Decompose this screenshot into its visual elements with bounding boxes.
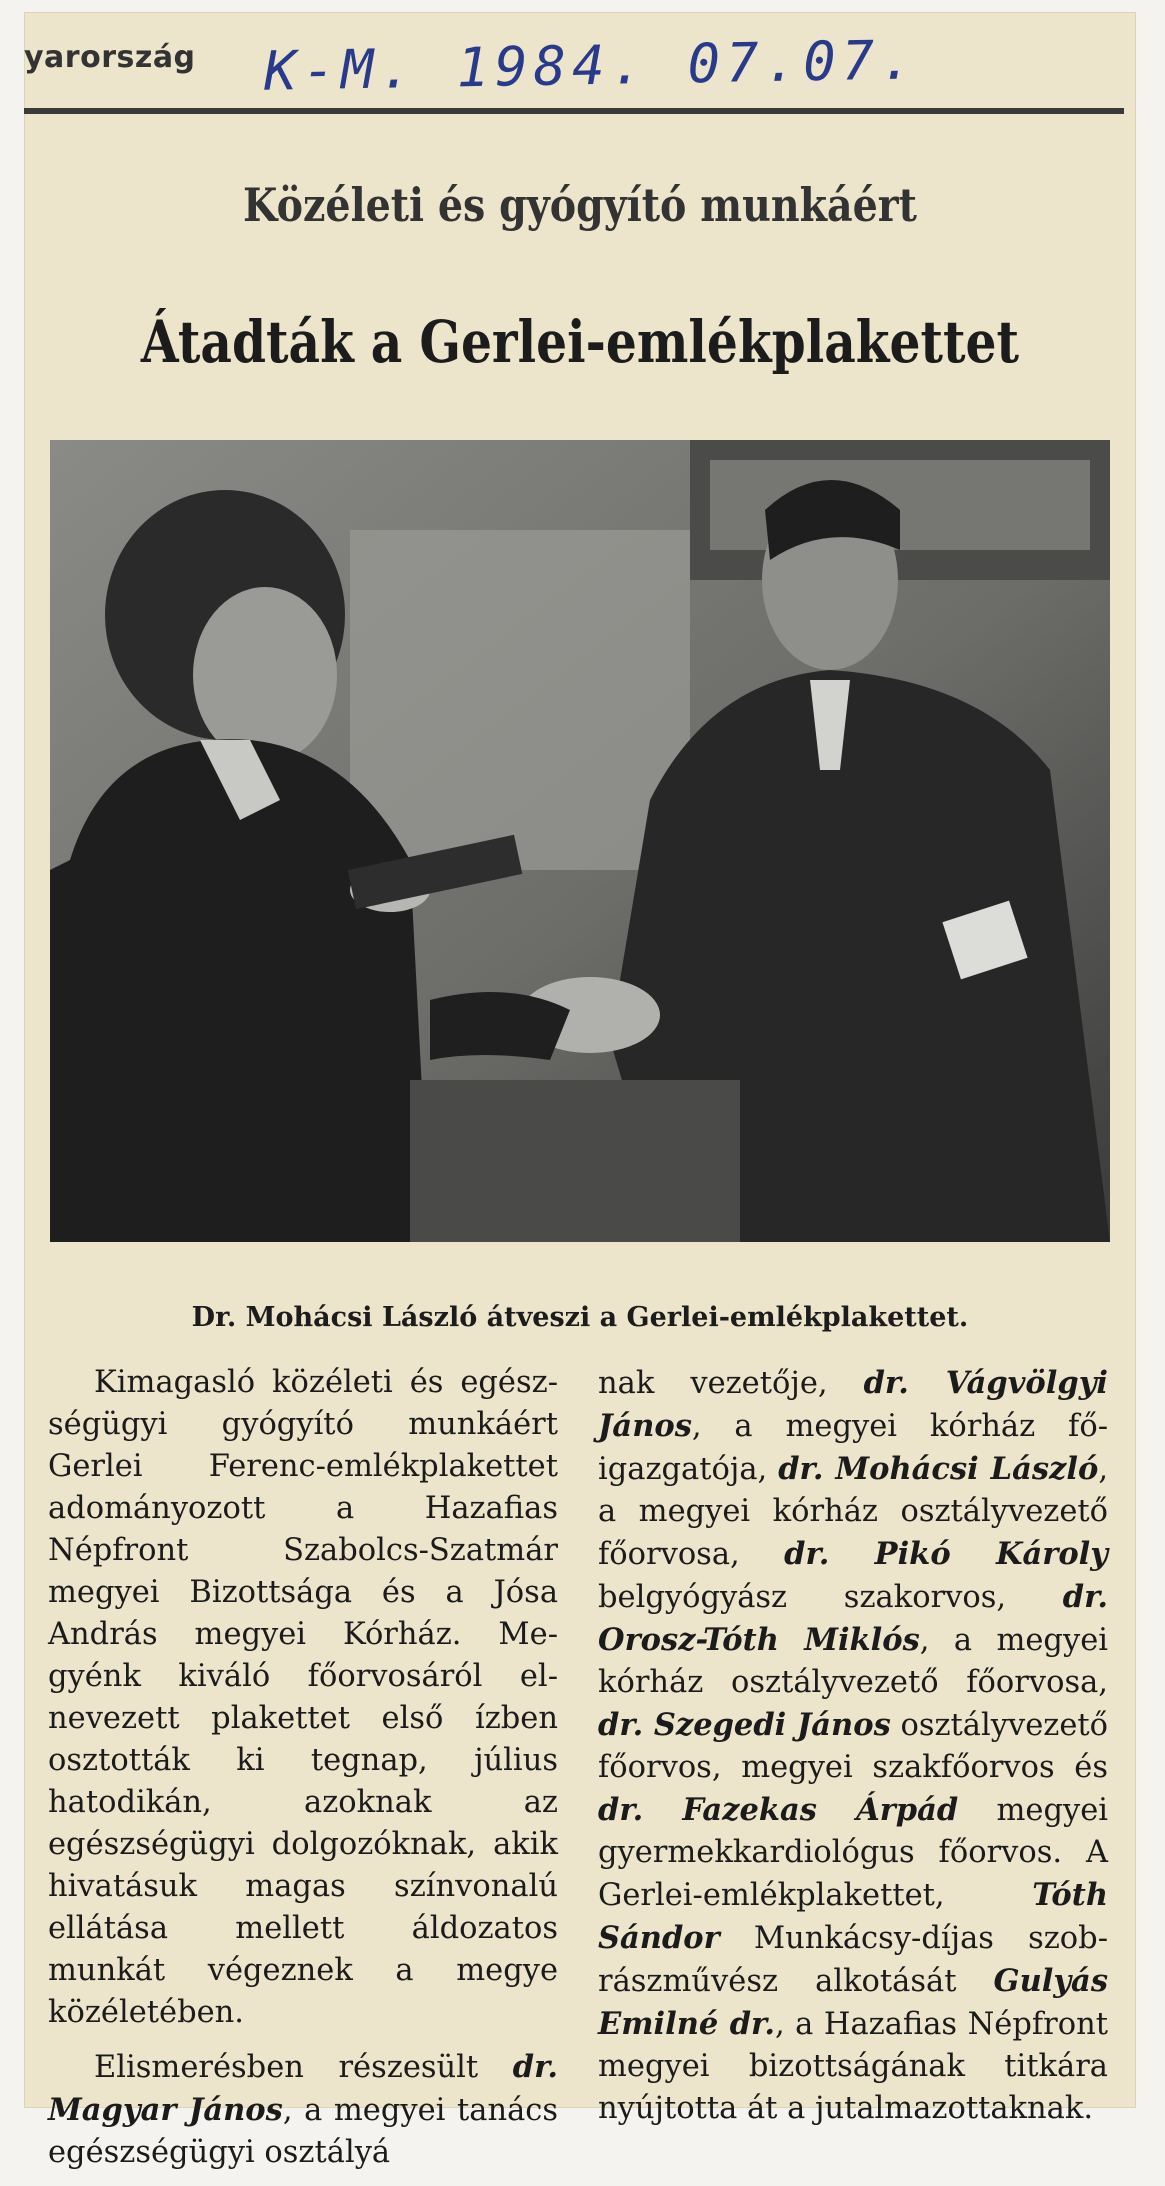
person-name: dr. Pikó Károly xyxy=(784,1536,1108,1572)
article-paragraph xyxy=(48,1362,558,2034)
masthead-rule xyxy=(24,108,1124,114)
text-run: belgyógyász szakorvos, xyxy=(598,1580,1063,1615)
text-run: , a megyei tanács egészségügyi osztályá xyxy=(48,2093,559,2170)
text-run: Kimagasló közéleti és egészségügyi gyógyító munkáért Gerlei Ferenc-emlékplakettet adományozott a Hazafias Népfront Szabolcs-Szatmár megyei Bizottsága és a Jósa András megyei Kórház. Megyénk kiváló főorvosáról elnevezett plakettet első ízben osztották ki tegnap, július hatodikán, azoknak az egészségügyi dolgozóknak, akik hivatásuk magas színvonalú ellátása mellett áldozatos munkát végeznek a megye közéletében. xyxy=(48,1365,558,2030)
text-run: megyei gyermekkardiológus főorvos. A Gerlei-emlékplakettet, xyxy=(598,1793,1109,1913)
text-run: , a megyei kórház főigazgatója, xyxy=(598,1409,1108,1487)
person-name: dr. Orosz-Tóth Miklós xyxy=(598,1579,1108,1658)
news-photo xyxy=(50,440,1110,1242)
text-run: , a megyei kórház osztályvezető főorvosa, xyxy=(598,1623,1108,1700)
text-run: , a megyei kórház osztályvezető főorvosa, xyxy=(598,1452,1109,1572)
text-run: osztályvezető főorvos, megyei szakfőorvos és xyxy=(598,1708,1108,1785)
person-name: dr. Fazekas Árpád xyxy=(598,1792,959,1828)
article-column-right xyxy=(598,1362,1108,2142)
person-name: Tóth Sándor xyxy=(598,1877,1108,1956)
person-name: dr. Mohácsi László xyxy=(778,1451,1099,1487)
masthead-fragment: yarország xyxy=(24,40,196,75)
article-paragraph xyxy=(598,1362,1108,2130)
article-kicker: Közéleti és gyógyító munkáért xyxy=(243,178,917,232)
text-run: Munkácsy-díjas szobrászművész alkotását xyxy=(598,1921,1108,1999)
text-run: , a Hazafias Népfront megyei bizottságának titkára nyújtotta át a jutalmazottaknak. xyxy=(598,2007,1108,2126)
photo-illustration xyxy=(50,440,1110,1242)
person-name: dr. Szegedi János xyxy=(598,1707,891,1743)
text-run: nak vezetője, xyxy=(598,1366,864,1401)
person-name: dr. Vágvölgyi János xyxy=(598,1365,1108,1444)
text-run: Elismerésben részesült xyxy=(94,2050,513,2085)
newspaper-clipping xyxy=(24,12,1136,2170)
article-headline: Átadták a Gerlei-emlékplakettet xyxy=(140,308,1020,376)
person-name: Gulyás Emilné dr. xyxy=(598,1963,1108,2042)
handwritten-date-note: K-M. 1984. 07.07. xyxy=(263,28,920,103)
article-paragraph xyxy=(48,2046,558,2174)
person-name: dr. Magyar János xyxy=(48,2049,558,2128)
article-column-left xyxy=(48,1362,558,2186)
photo-caption: Dr. Mohácsi László átveszi a Gerlei-emlékplakettet. xyxy=(191,1302,969,1333)
